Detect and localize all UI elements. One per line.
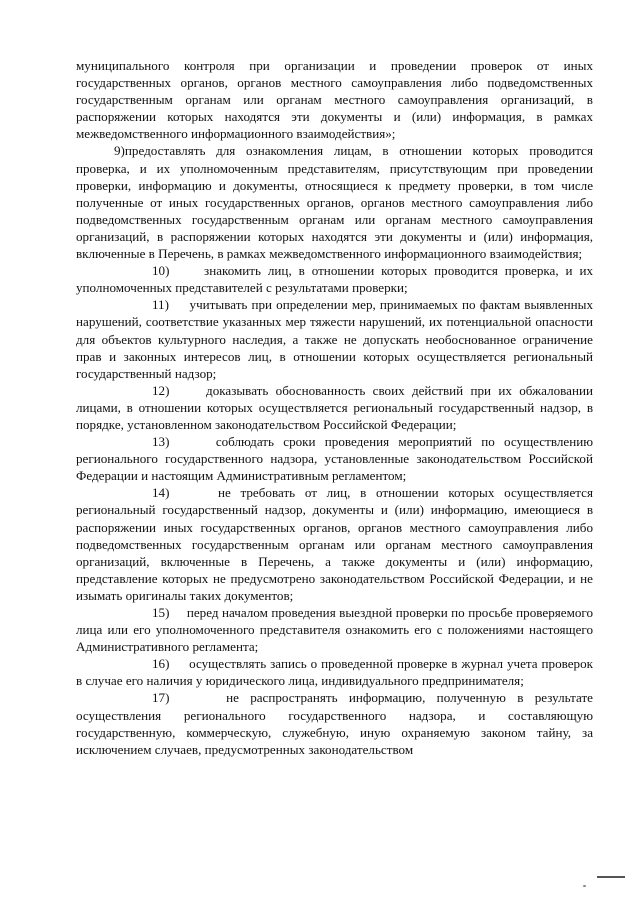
item-number: 15)	[152, 605, 170, 620]
item-number: 17)	[152, 690, 170, 706]
item-number: 13)	[152, 434, 170, 450]
item-number: 16)	[152, 656, 170, 672]
list-item-16	[76, 655, 593, 689]
paragraph-text: доказывать обоснованность своих действий при их обжаловании лицами, в отношении которых осуществляется региональный государственный надзор, в порядке, установленном законодательством Российской Федерации;	[76, 382, 593, 432]
paragraph-text: не требовать от лиц, в отношении которых осуществляется региональный государственный надзор, документы и (или) информацию, имеющиеся в распоряжении иных государственных органов, органов местного самоуправления либо подведомственных государственным органам или органам местного самоуправления организаций, включенные в Перечень, а также документы и (или) информацию, представление которых не предусмотрено законодательством Российской Федерации, и не изымать оригиналы таких документов;	[76, 485, 593, 603]
list-item-15	[76, 604, 593, 655]
scan-speck	[583, 885, 586, 887]
document-body	[76, 57, 593, 758]
list-item-10	[76, 262, 593, 296]
paragraph-text: осуществлять запись о проведенной проверке в журнал учета проверок в случае его наличия у юридического лица, индивидуального предпринимателя;	[76, 656, 593, 689]
list-item-17	[76, 689, 593, 757]
item-number: 12)	[152, 382, 170, 398]
list-item-14	[76, 484, 593, 604]
item-number: 11)	[152, 297, 169, 313]
list-item-12	[76, 382, 593, 433]
paragraph-text: знакомить лиц, в отношении которых проводится проверка, и их уполномоченных представителей с результатами проверки;	[76, 263, 593, 296]
paragraph-text: соблюдать сроки проведения мероприятий по осуществлению регионального государственного надзора, установленные законодательством Российской Федерации и настоящим Административным регламентом;	[76, 434, 593, 484]
paragraph-text: учитывать при определении мер, принимаемых по фактам выявленных нарушений, соответствие указанных мер тяжести нарушений, их потенциальной опасности для объектов культурного наследия, а также не допускать необоснованное ограничение прав и законных интересов лиц, в отношении которых осуществляется региональный государственный надзор;	[76, 297, 593, 381]
scan-mark	[597, 876, 625, 878]
list-item-11	[76, 296, 593, 381]
item-number: 9)	[114, 143, 125, 159]
paragraph-text: не распространять информацию, полученную в результате осуществления регионального государственного надзора, и составляющую государственную, коммерческую, служебную, иную охраняемую законом тайну, за исключением случаев, предусмотренных законодательством	[76, 690, 593, 757]
paragraph-text: муниципального контроля при организации и проведении проверок от иных государственных органов, органов местного самоуправления либо подведомственных государственным органам или органам местного самоуправления организаций, в распоряжении которых находятся эти документы и (или) информация, в рамках межведомственного информационного взаимодействия»;	[76, 58, 593, 142]
paragraph-continuation	[76, 57, 593, 142]
list-item-9	[76, 142, 593, 262]
item-number: 10)	[152, 263, 170, 279]
paragraph-text: перед началом проведения выездной проверки по просьбе проверяемого лица или его уполномоченного представителя ознакомить его с положениями настоящего Административного регламента;	[76, 605, 593, 655]
paragraph-text: предоставлять для ознакомления лицам, в отношении которых проводится проверка, и их уполномоченным представителям, присутствующим при проведении проверки, информацию и документы, относящиеся к предмету проверки, в том числе полученные от иных государственных органов, органов местного самоуправления либо подведомственных государственным органам или органам местного самоуправления организаций, в распоряжении которых находятся эти документы и (или) информация, включенные в Перечень, в рамках межведомственного информационного взаимодействия;	[76, 143, 593, 262]
item-number: 14)	[152, 485, 170, 501]
list-item-13	[76, 433, 593, 484]
